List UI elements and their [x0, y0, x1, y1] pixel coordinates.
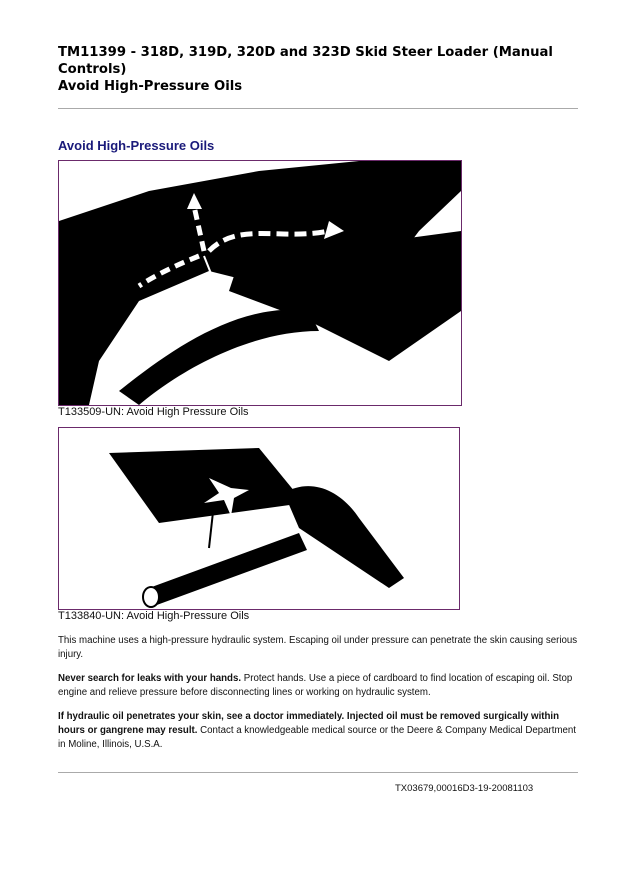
figure-cardboard	[58, 427, 460, 610]
paragraph	[58, 634, 580, 662]
paragraph-text: This machine uses a high-pressure hydraulic system. Escaping oil under pressure can penetrate the skin causing serious injury.	[58, 635, 578, 660]
figure-caption: T133840-UN: Avoid High-Pressure Oils	[58, 610, 250, 622]
figure-caption: T133509-UN: Avoid High Pressure Oils	[58, 406, 249, 418]
title-line-1: TM11399 - 318D, 319D, 320D and 323D Skid Steer Loader (Manual Controls)	[58, 45, 553, 77]
document-title	[58, 44, 558, 95]
paragraph-emphasis: If hydraulic oil penetrates your skin, see a doctor immediately. Injected oil must be removed surgically within hours or gangrene may result.	[58, 711, 560, 736]
paragraph-emphasis: Never search for leaks with your hands.	[58, 673, 242, 684]
divider	[58, 772, 578, 773]
title-line-2: Avoid High-Pressure Oils	[58, 79, 243, 94]
paragraph-text: Contact a knowledgeable medical source or the Deere & Company Medical Department in Moline, Illinois, U.S.A.	[58, 725, 576, 750]
divider	[58, 108, 578, 109]
section-heading: Avoid High-Pressure Oils	[58, 138, 215, 153]
figure-hand-leak	[58, 160, 462, 406]
paragraph	[58, 672, 580, 700]
cardboard-illustration	[59, 428, 459, 609]
hand-leak-illustration	[59, 161, 461, 405]
paragraph	[58, 710, 580, 752]
document-id: TX03679,00016D3-19-20081103	[395, 783, 534, 794]
paragraph-text: Protect hands. Use a piece of cardboard to find location of escaping oil. Stop engine and relieve pressure before disconnecting lines or working on hydraulic system.	[58, 673, 573, 698]
